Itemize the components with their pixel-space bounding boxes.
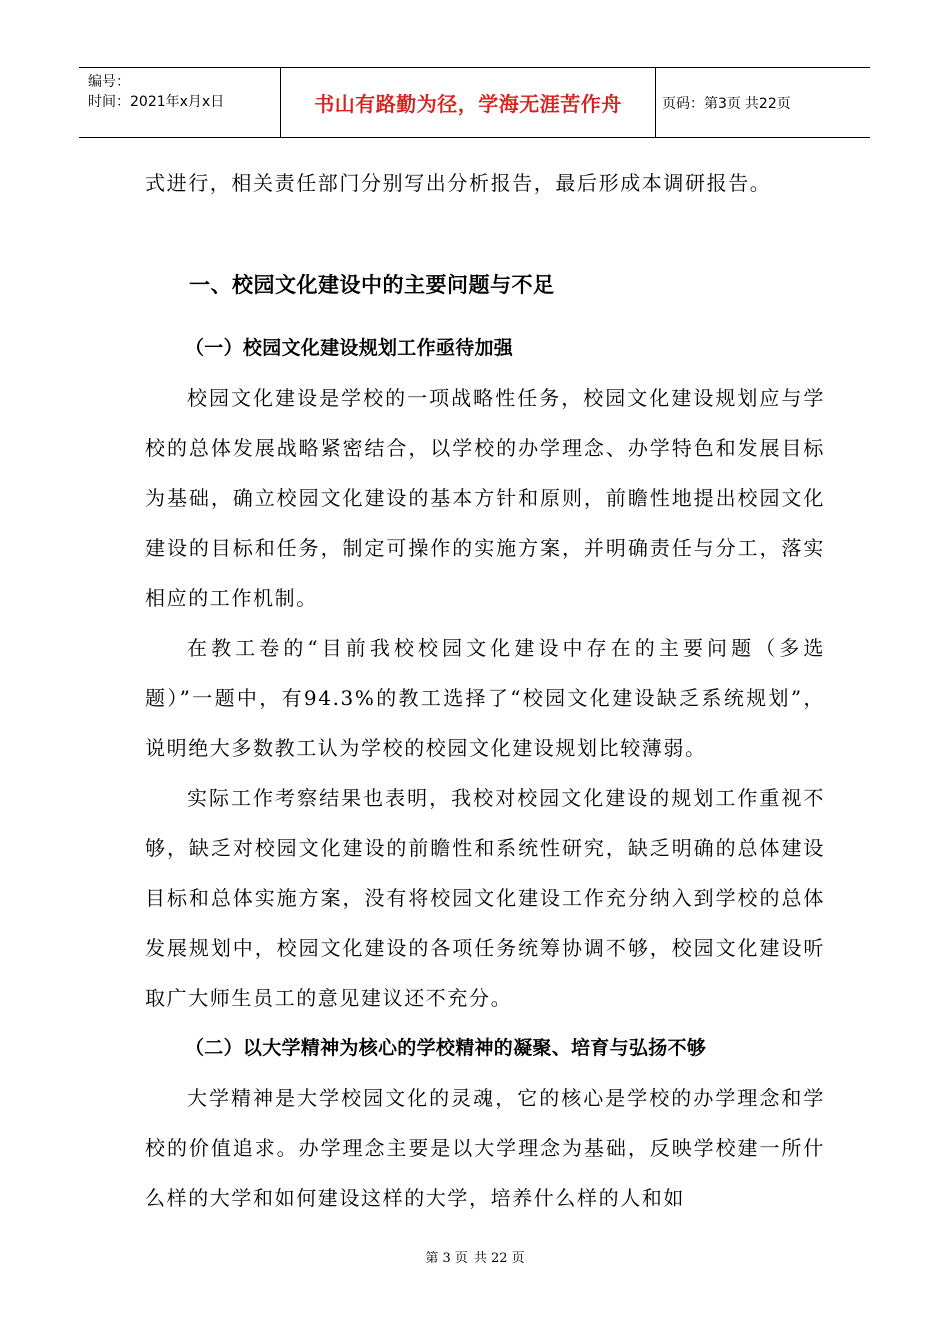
subsection-heading-1: （一）校园文化建设规划工作亟待加强 (185, 337, 514, 359)
footer-page: 第 3 页 (425, 1251, 468, 1266)
header-page-info (656, 68, 870, 137)
paragraph: 校园文化建设是学校的一项战略性任务，校园文化建设规划应与学校的总体发展战略紧密结合，以学校的办学理念、办学特色和发展目标为基础，确立校园文化建设的基本方针和原则，前瞻性地提出校园文化建设的目标和任务，制定可操作的实施方案，并明确责任与分工，落实相应的工作机制。 (145, 386, 825, 610)
document-body (145, 158, 825, 1223)
intro-paragraph: 式进行，相关责任部门分别写出分析报告，最后形成本调研报告。 (145, 171, 772, 195)
page-header (79, 67, 870, 138)
header-meta (79, 68, 281, 137)
page-footer (0, 1247, 950, 1266)
paragraph: 实际工作考察结果也表明，我校对校园文化建设的规划工作重视不够，缺乏对校园文化建设的前瞻性和系统性研究，缺乏明确的总体建设目标和总体实施方案，没有将校园文化建设工作充分纳入到学校的总体发展规划中，校园文化建设的各项任务统筹协调不够，校园文化建设听取广大师生员工的意见建议还不充分。 (145, 786, 825, 1010)
header-motto: 书山有路勤为径，学海无涯苦作舟 (281, 68, 656, 137)
number-label: 编号： (88, 74, 130, 90)
paragraph: 在教工卷的“目前我校校园文化建设中存在的主要问题（多选题）”一题中，有94.3%的教工选择了“校园文化建设缺乏系统规划”，说明绝大多数教工认为学校的校园文化建设规划比较薄弱。 (145, 636, 825, 760)
page-label: 页码：第3页 (662, 95, 741, 112)
paragraph: 大学精神是大学校园文化的灵魂，它的核心是学校的办学理念和学校的价值追求。办学理念主要是以大学理念为基础，反映学校建一所什么样的大学和如何建设这样的大学，培养什么样的人和如 (145, 1086, 825, 1210)
total-label: 共22页 (744, 95, 791, 112)
section-heading: 一、校园文化建设中的主要问题与不足 (189, 273, 555, 297)
subsection-heading-2: （二）以大学精神为核心的学校精神的凝聚、培育与弘扬不够 (185, 1037, 707, 1059)
time-label: 时间：2021年x月x日 (88, 94, 225, 110)
footer-total: 共 22 页 (473, 1251, 525, 1266)
